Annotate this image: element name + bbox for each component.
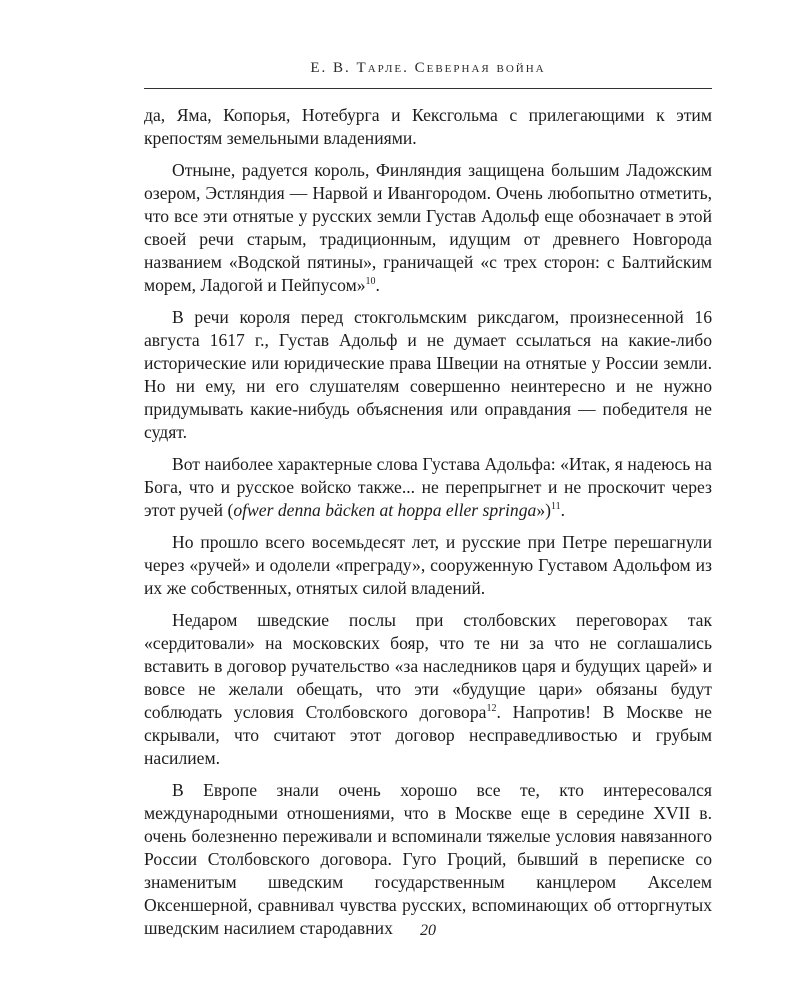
paragraph-text: Вот наиболее характерные слова Густава Адольфа: «Итак, я надеюсь на Бога, что и русское войско также... не перепрыгнет и не проскочит через этот ручей (	[144, 454, 712, 520]
paragraph-text: да, Яма, Копорья, Нотебурга и Кексгольма с прилегающими к этим крепостям земельными владениями.	[144, 105, 712, 148]
paragraph-text-end: . Напротив! В Москве не скрывали, что считают этот договор несправедливостью и грубым насилием.	[144, 702, 712, 768]
footnote-ref-12: 12	[486, 703, 497, 715]
running-header-title: Е. В. Тарле. Северная война	[310, 60, 546, 76]
paragraph-text-end: .	[560, 500, 566, 520]
header-rule	[144, 88, 712, 89]
paragraph-7	[144, 779, 712, 940]
paragraph-text: Отныне, радуется король, Финляндия защищена большим Ладожским озером, Эстляндия — Нарвой и Ивангородом. Очень любопытно отметить, что все эти отнятые у русских земли Густав Адольф еще обозначает в этой своей речи старым, традиционным, идущим от древнего Новгорода названием «Водской пятины», граничащей «с трех сторон: с Балтийским морем, Ладогой и Пейпусом»	[144, 160, 712, 295]
paragraph-text: Недаром шведские послы при столбовских переговорах так «сердитовали» на московских бояр, что те ни за что не соглашались вставить в договор ручательство «за наследников царя и будущих царей» и вовсе не желали обещать, что эти «будущие цари» обязаны будут соблюдать условия Столбовского договора	[144, 610, 712, 722]
paragraph-3	[144, 306, 712, 444]
footnote-ref-10: 10	[365, 276, 376, 288]
paragraph-4	[144, 453, 712, 522]
paragraph-text: Но прошло всего восемьдесят лет, и русские при Петре перешагнули через «ручей» и одолели «преграду», сооруженную Густавом Адольфом из их же собственных, отнятых силой владений.	[144, 532, 712, 598]
body-text	[144, 104, 712, 949]
paragraph-1	[144, 104, 712, 150]
page-number: 20	[420, 922, 436, 939]
footnote-ref-11: 11	[550, 501, 561, 513]
paragraph-text-end: .	[375, 275, 380, 295]
swedish-quote: ofwer denna bäcken at hoppa eller springa	[233, 500, 537, 520]
paragraph-text: В речи короля перед стокгольмским риксдагом, произнесенной 16 августа 1617 г., Густав Адольф и не думает ссылаться на какие-либо исторические или юридические права Швеции на отнятые у России земли. Но ни ему, ни его слушателям совершенно неинтересно и не нужно придумывать какие-нибудь объяснения или оправдания — победителя не судят.	[144, 307, 712, 442]
quote-close: »)	[536, 500, 551, 520]
paragraph-5	[144, 531, 712, 600]
paragraph-6	[144, 609, 712, 770]
paragraph-text: В Европе знали очень хорошо все те, кто интересовался международными отношениями, что в Москве еще в середине XVII в. очень болезненно переживали и вспоминали тяжелые условия навязанного России Столбовского договора. Гуго Гроций, бывший в переписке со знаменитым шведским государственным канцлером Акселем Оксеншерной, сравнивал чувства русских, вспоминающих об отторгнутых шведским насилием стародавних	[144, 780, 712, 938]
paragraph-2	[144, 159, 712, 297]
